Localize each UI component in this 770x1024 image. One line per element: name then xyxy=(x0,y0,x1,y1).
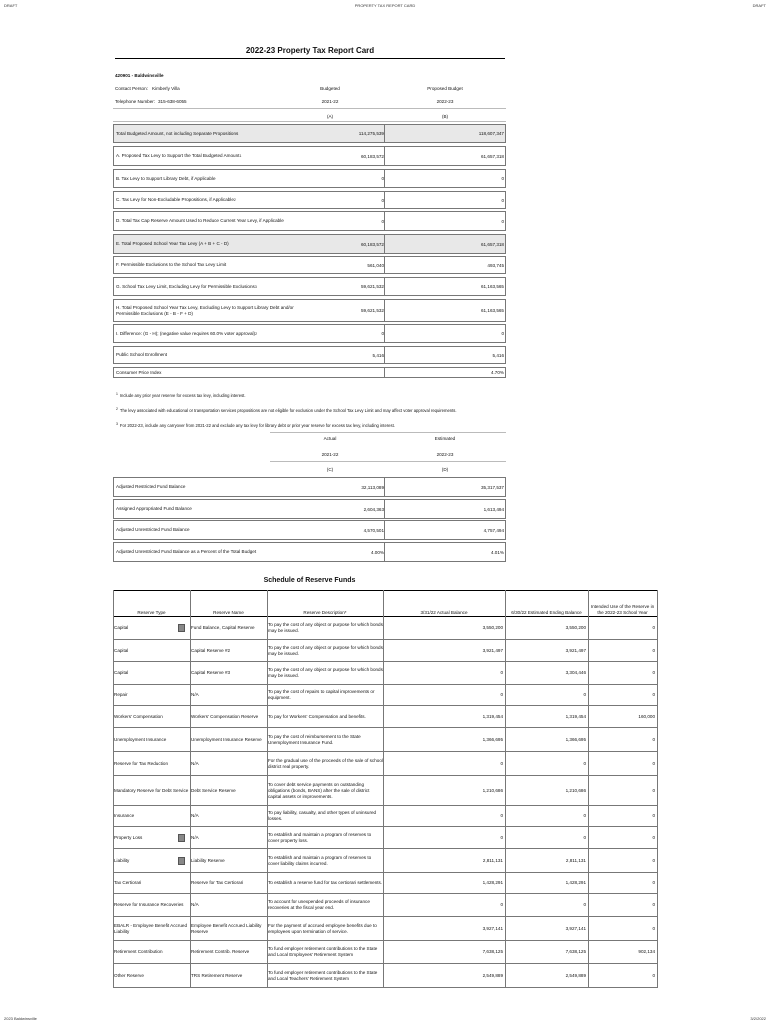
reserve-type-cell: Other Reserve xyxy=(114,972,144,978)
reserve-actual-balance: 3,927,141 xyxy=(482,925,503,931)
page-header-left: DRAFT xyxy=(4,3,18,8)
reserve-name-cell: Capital Reserve #3 xyxy=(191,670,231,675)
budget-row-label-text: B. Tax Levy to Support Library Debt, if Applicable xyxy=(116,175,216,181)
reserve-row xyxy=(113,917,657,941)
reserve-actual-balance: 3,921,497 xyxy=(482,647,503,653)
reserve-estimated-balance: 2,549,889 xyxy=(565,972,586,978)
reserve-description-cell: To fund employer retirement contributions to the State and Local Employees' Retirement System xyxy=(268,946,378,957)
reserve-row xyxy=(113,776,657,806)
reserve-description-cell: To establish and maintain a program of reserves to cover liability claims incurred. xyxy=(268,854,372,866)
budget-value-a: 59,621,532 xyxy=(361,284,384,289)
footnote-marker: 3 xyxy=(116,422,118,426)
telephone-label: Telephone Number: xyxy=(115,99,156,104)
reserve-estimated-balance: 0 xyxy=(583,813,586,818)
budget-value-b: 61,657,318 xyxy=(481,241,504,247)
reserve-type-cell: Repair xyxy=(114,692,128,697)
col-a-year: 2021-22 xyxy=(321,99,339,104)
budget-value-b: 0 xyxy=(501,197,504,203)
reserve-intended-use: 0 xyxy=(652,902,655,907)
budget-row xyxy=(113,169,506,188)
budget-row xyxy=(113,299,506,322)
reserve-intended-use: 0 xyxy=(652,670,655,675)
fund-balance-label: Adjusted Unrestricted Fund Balance xyxy=(116,527,190,532)
reserves-title: Schedule of Reserve Funds xyxy=(263,577,356,584)
column-divider xyxy=(384,521,385,539)
fund-value-c: 32,113,089 xyxy=(361,484,384,490)
column-divider xyxy=(657,590,658,988)
column-divider xyxy=(190,590,191,988)
reserve-row xyxy=(113,964,657,988)
budget-value-b: 0 xyxy=(501,176,504,181)
reserve-actual-balance: 1,319,454 xyxy=(482,713,503,719)
dropdown-handle[interactable] xyxy=(178,857,185,865)
reserve-type-cell: Mandatory Reserve for Debt Service xyxy=(114,787,189,793)
budget-row xyxy=(113,256,506,274)
reserve-actual-balance: 0 xyxy=(500,813,503,818)
budget-row-label xyxy=(116,325,306,342)
column-divider xyxy=(588,590,589,988)
budget-row xyxy=(113,277,506,296)
reserve-description-cell: To pay the cost of any object or purpose for which bonds may be issued. xyxy=(268,644,383,656)
fund-balance-row xyxy=(113,520,506,540)
column-divider xyxy=(384,278,385,295)
reserve-row xyxy=(113,849,657,873)
col-d-year: 2022-23 xyxy=(436,452,454,457)
budget-value-b: 0 xyxy=(501,218,504,224)
fund-balance-row xyxy=(113,542,506,562)
budget-row-label xyxy=(116,300,306,321)
budget-value-b: 493,745 xyxy=(487,262,504,268)
budget-value-b: 4.70% xyxy=(490,370,504,375)
fund-balance-label: Adjusted Unrestricted Fund Balance as a Percent of the Total Budget xyxy=(116,549,257,554)
reserve-estimated-balance: 0 xyxy=(583,692,586,697)
column-divider xyxy=(384,257,385,273)
column-divider xyxy=(505,590,506,988)
budget-value-b: 118,607,347 xyxy=(478,131,504,136)
reserve-estimated-balance: 0 xyxy=(583,760,586,766)
reserve-type-cell: Tax Certiorari xyxy=(114,880,142,885)
budget-row-label xyxy=(116,347,306,363)
heading-rule xyxy=(270,432,506,433)
reserve-row xyxy=(113,941,657,964)
col-c-letter: (C) xyxy=(326,467,334,472)
reserve-name-cell: Unemployment Insurance Reserve xyxy=(191,736,262,742)
reserve-intended-use: 0 xyxy=(652,624,655,630)
budget-row-label-text: Consumer Price Index xyxy=(116,369,162,375)
fund-balance-label: Assigned Appropriated Fund Balance xyxy=(116,506,192,511)
reserve-type-cell: Capital xyxy=(114,647,129,653)
column-divider xyxy=(113,590,114,988)
page-footer-right: 3/2/2022 xyxy=(750,1016,766,1021)
column-divider xyxy=(384,543,385,561)
column-divider xyxy=(384,170,385,187)
reserve-actual-balance: 3,550,200 xyxy=(482,624,503,630)
reserve-actual-balance: 1,366,695 xyxy=(482,736,503,742)
budget-row-label xyxy=(116,278,306,295)
reserve-estimated-balance: 1,319,454 xyxy=(565,713,586,719)
footnote xyxy=(116,392,246,398)
budget-row-label xyxy=(116,257,306,273)
footnote-marker: 1 xyxy=(239,154,242,158)
reserve-header-intended: Intended Use of the Reserve in the 2022-23 School Year xyxy=(590,604,655,615)
budget-value-a: 114,275,539 xyxy=(358,131,384,136)
reserve-estimated-balance: 1,210,686 xyxy=(565,787,586,793)
reserve-name-cell: Fund Balance, Capital Reserve xyxy=(191,624,255,630)
col-a-top: Budgeted xyxy=(320,86,340,91)
reserve-name-cell: Reserve for Tax Certiorari xyxy=(191,880,244,885)
column-divider xyxy=(384,212,385,230)
reserve-row xyxy=(113,873,657,894)
reserve-description-cell: To establish and maintain a program of reserves to cover property loss. xyxy=(268,831,372,843)
reserve-estimated-balance: 0 xyxy=(583,834,586,840)
reserve-header-actual: 3/31/22 Actual Balance xyxy=(420,610,468,615)
budget-value-b: 61,163,565 xyxy=(481,284,504,289)
budget-value-a: 60,183,572 xyxy=(361,153,384,159)
contact-value: Kimberly Villa xyxy=(152,86,180,91)
reserve-actual-balance: 2,549,889 xyxy=(482,972,503,978)
budget-row-label-text: F. Permissible Exclusions to the School Tax Levy Limit xyxy=(116,262,227,267)
column-divider xyxy=(384,325,385,342)
heading-rule xyxy=(113,121,506,122)
reserve-estimated-balance: 2,811,131 xyxy=(565,857,586,863)
reserve-name-cell: N/A xyxy=(191,692,199,697)
reserve-name-cell: Employee Benefit Accrued Liability Reserve xyxy=(191,922,262,934)
reserve-intended-use: 0 xyxy=(652,647,655,653)
reserve-row xyxy=(113,728,657,752)
reserve-header-name: Reserve Name xyxy=(213,610,244,615)
reserve-name-cell: Retirement Contrib. Reserve xyxy=(191,949,250,954)
reserve-actual-balance: 0 xyxy=(500,670,503,675)
reserve-intended-use: 0 xyxy=(652,925,655,931)
title-rule xyxy=(115,58,505,59)
footnote-marker: 2 xyxy=(233,198,236,202)
district-name: 420901 - Baldwinsville xyxy=(115,73,164,78)
budget-row-label-text: D. Total Tax Cap Reserve Amount Used to Reduce Current Year Levy, if Applicable xyxy=(116,218,284,223)
reserve-name-cell: Capital Reserve #2 xyxy=(191,647,231,653)
reserve-intended-use: 0 xyxy=(652,972,655,978)
budget-row xyxy=(113,211,506,231)
reserve-type-cell: Capital xyxy=(114,670,129,675)
fund-value-d: 4,757,494 xyxy=(483,527,504,533)
reserve-name-cell: N/A xyxy=(191,760,199,766)
column-divider xyxy=(267,590,268,988)
budget-row-label xyxy=(116,192,306,208)
budget-value-a: 561,040 xyxy=(367,262,384,268)
reserve-actual-balance: 2,811,131 xyxy=(482,857,503,863)
reserve-estimated-balance: 3,921,497 xyxy=(565,647,586,653)
contact-label: Contact Person: xyxy=(115,86,148,91)
fund-balance-label: Adjusted Restricted Fund Balance xyxy=(116,484,186,489)
reserve-row xyxy=(113,806,657,827)
reserve-header-desc: Reserve Description* xyxy=(303,610,347,615)
reserve-actual-balance: 1,428,291 xyxy=(482,880,503,885)
reserve-description-cell: To pay the cost of any object or purpose for which bonds may be issued. xyxy=(268,667,383,678)
fund-balance-row xyxy=(113,499,506,519)
column-divider xyxy=(384,192,385,208)
reserve-intended-use: 902,134 xyxy=(638,949,655,954)
footnote-marker: 3 xyxy=(254,284,257,289)
budget-row-label-text: C. Tax Levy for Non-Excludable Propositions, if Applicable xyxy=(116,197,234,202)
budget-row-label xyxy=(116,147,306,165)
reserve-row xyxy=(113,752,657,776)
col-b-letter: (B) xyxy=(441,114,449,119)
budget-row-label xyxy=(116,125,306,142)
footnote xyxy=(116,407,457,413)
reserve-estimated-balance: 1,366,695 xyxy=(565,736,586,742)
reserve-intended-use: 0 xyxy=(652,813,655,818)
reserve-intended-use: 0 xyxy=(652,787,655,793)
column-divider xyxy=(384,147,385,165)
col-b-year: 2022-23 xyxy=(436,99,454,104)
reserve-description-cell: To pay liability, casualty, and other types of uninsured losses. xyxy=(268,810,377,821)
footnote-text: For 2022-23, include any carryover from 2021-22 and exclude any tax levy for library debt or prior year reserve for excess tax levy, including interest. xyxy=(119,423,395,429)
reserve-actual-balance: 0 xyxy=(500,902,503,907)
reserve-description-cell: For the payment of accrued employee benefits due to employees upon termination of service. xyxy=(268,922,377,934)
budget-value-a: 0 xyxy=(381,218,384,224)
reserve-name-cell: N/A xyxy=(191,834,199,840)
reserve-header-type: Reserve Type xyxy=(137,610,166,615)
reserve-description-cell: To establish a reserve fund for tax certiorari settlements. xyxy=(268,880,383,885)
column-divider xyxy=(384,368,385,377)
col-c-top: Actual xyxy=(323,436,337,441)
budget-value-a: 60,183,572 xyxy=(361,241,384,247)
budget-value-b: 5,416 xyxy=(492,352,504,358)
budget-value-a: 0 xyxy=(381,176,384,181)
budget-row-label-text: G. School Tax Levy Limit, Excluding Levy for Permissible Exclusions xyxy=(116,283,255,289)
fund-value-c: 2,604,363 xyxy=(363,506,384,512)
reserve-actual-balance: 0 xyxy=(500,834,503,840)
budget-value-a: 0 xyxy=(381,331,384,336)
reserve-type-cell: Liability xyxy=(114,857,130,863)
reserve-type-cell: Retirement Contribution xyxy=(114,949,163,954)
reserve-description-cell: To account for unexpended proceeds of insurance recoveries at the fiscal year end. xyxy=(268,899,370,910)
page-header-right: DRAFT xyxy=(752,3,766,8)
reserve-actual-balance: 0 xyxy=(500,760,503,766)
column-divider xyxy=(384,125,385,142)
reserve-intended-use: 0 xyxy=(652,736,655,742)
reserve-row xyxy=(113,827,657,849)
reserve-type-cell: EBALR - Employee Benefit Accrued Liability xyxy=(114,922,188,934)
budget-row xyxy=(113,367,506,378)
column-divider xyxy=(384,500,385,518)
reserve-actual-balance: 1,210,686 xyxy=(482,787,503,793)
reserve-intended-use: 0 xyxy=(652,880,655,885)
reserve-name-cell: N/A xyxy=(191,813,199,818)
reserve-intended-use: 0 xyxy=(652,857,655,863)
col-d-letter: (D) xyxy=(441,467,449,472)
budget-row-label-text: E. Total Proposed School Year Tax Levy (A + B + C - D) xyxy=(116,241,229,246)
reserve-estimated-balance: 1,428,291 xyxy=(565,880,586,885)
reserve-row xyxy=(113,640,657,662)
reserve-estimated-balance: 3,927,141 xyxy=(565,925,586,931)
reserve-actual-balance: 7,638,125 xyxy=(482,949,503,954)
reserve-type-cell: Workers' Compensation xyxy=(114,713,163,719)
dropdown-handle[interactable] xyxy=(178,624,185,632)
page-footer-left: 2023 Baldwinsville xyxy=(4,1016,37,1021)
column-divider xyxy=(384,347,385,363)
col-a-letter: (A) xyxy=(326,114,334,119)
budget-row-label-text: A. Proposed Tax Levy to Support the Total Budgeted Amount xyxy=(116,153,240,158)
reserve-type-cell: Reserve for Tax Reduction xyxy=(114,760,169,766)
budget-value-a: 59,621,532 xyxy=(361,308,384,313)
telephone-value: 315-638-6055 xyxy=(158,99,187,104)
heading-rule xyxy=(113,108,506,109)
reserve-intended-use: 0 xyxy=(652,692,655,697)
footnote-marker: 2 xyxy=(116,407,118,411)
fund-value-d: 35,317,537 xyxy=(481,484,504,490)
reserve-header-estimated: 6/30/22 Estimated Ending Balance xyxy=(511,610,582,615)
budget-row xyxy=(113,124,506,143)
reserve-row xyxy=(113,662,657,685)
col-d-top: Estimated xyxy=(434,436,456,441)
reserve-estimated-balance: 0 xyxy=(583,902,586,907)
dropdown-handle[interactable] xyxy=(178,834,185,842)
reserve-description-cell: To pay for Workers' Compensation and benefits. xyxy=(268,713,366,719)
budget-row-label xyxy=(116,235,306,253)
fund-value-d: 1,613,494 xyxy=(483,506,504,512)
reserve-type-cell: Insurance xyxy=(114,813,135,818)
reserve-name-cell: Debt Service Reserve xyxy=(191,787,236,793)
budget-row-label xyxy=(116,212,306,230)
budget-row xyxy=(113,234,506,254)
budget-row-label xyxy=(116,368,306,377)
budget-row-label-text: Public School Enrollment xyxy=(116,352,168,357)
heading-rule xyxy=(270,461,506,462)
budget-row-label-text: Total Budgeted Amount, not including Separate Propositions xyxy=(116,130,239,136)
reserve-type-cell: Property Loss xyxy=(114,834,143,840)
budget-row-label xyxy=(116,170,306,187)
reserve-type-cell: Capital xyxy=(114,624,129,630)
budget-value-a: 5,416 xyxy=(372,352,384,358)
reserve-intended-use: 0 xyxy=(652,834,655,840)
budget-row xyxy=(113,324,506,343)
column-divider xyxy=(384,478,385,496)
reserve-row xyxy=(113,685,657,706)
footnote xyxy=(116,422,395,428)
column-divider xyxy=(383,590,384,988)
reserve-row xyxy=(113,706,657,728)
reserve-name-cell: Liability Reserve xyxy=(191,857,225,863)
reserve-name-cell: N/A xyxy=(191,902,199,907)
reserve-name-cell: TRS Retirement Reserve xyxy=(191,972,243,978)
page-title: 2022-23 Property Tax Report Card xyxy=(245,46,375,55)
reserve-description-cell: To pay the cost of reimbursement to the State Unemployment Insurance Fund. xyxy=(268,733,361,745)
reserve-actual-balance: 0 xyxy=(500,692,503,697)
budget-row xyxy=(113,191,506,209)
budget-value-b: 61,163,565 xyxy=(481,308,504,313)
col-b-top: Proposed Budget xyxy=(427,86,463,91)
page-header-center: PROPERTY TAX REPORT CARD xyxy=(354,3,416,8)
reserve-description-cell: To pay the cost of any object or purpose for which bonds may be issued. xyxy=(268,621,383,633)
budget-row xyxy=(113,346,506,364)
budget-value-b: 0 xyxy=(501,331,504,336)
reserve-type-cell: Reserve for Insurance Recoveries xyxy=(114,902,184,907)
reserve-intended-use: 0 xyxy=(652,760,655,766)
fund-value-c: 4.00% xyxy=(370,549,384,555)
fund-value-c: 4,570,501 xyxy=(363,527,384,533)
reserve-description-cell: For the gradual use of the proceeds of the sale of school district real property. xyxy=(268,757,383,769)
budget-value-a: 0 xyxy=(381,197,384,203)
column-divider xyxy=(384,300,385,321)
budget-value-b: 61,657,318 xyxy=(481,153,504,159)
budget-row-label-text: H. Total Proposed School Year Tax Levy, Excluding Levy to Support Library Debt and/or Permissible Exclusions (E - B - F + D) xyxy=(116,304,294,316)
reserve-row xyxy=(113,894,657,917)
reserve-row xyxy=(113,616,657,640)
budget-row xyxy=(113,146,506,166)
reserve-type-cell: Unemployment Insurance xyxy=(114,736,167,742)
footnote-marker: 2 xyxy=(255,331,257,336)
table-top-rule xyxy=(113,590,657,591)
reserve-intended-use: 160,000 xyxy=(638,713,655,719)
reserve-estimated-balance: 7,638,125 xyxy=(565,949,586,954)
reserve-name-cell: Workers' Compensation Reserve xyxy=(191,713,259,719)
fund-value-d: 4.01% xyxy=(490,549,504,555)
column-divider xyxy=(384,235,385,253)
reserve-estimated-balance: 3,550,200 xyxy=(565,624,586,630)
footnote-text: The levy associated with educational or transportation services propositions are not eligible for exclusion under the School Tax Levy Limit and may affect voter approval requirements. xyxy=(119,408,457,414)
reserve-description-cell: To pay the cost of repairs to capital improvements or equipment. xyxy=(268,689,375,700)
reserve-description-cell: To cover debt service payments on outstanding obligations (bonds, BANS) after the sale of district capital assets or improvements. xyxy=(268,781,370,799)
reserve-estimated-balance: 3,304,446 xyxy=(565,670,586,675)
col-c-year: 2021-22 xyxy=(321,452,339,457)
footnote-marker: 1 xyxy=(116,392,118,396)
fund-balance-row xyxy=(113,477,506,497)
reserve-description-cell: To fund employer retirement contributions to the State and Local Teachers' Retirement System xyxy=(268,969,378,981)
footnote-text: Include any prior year reserve for excess tax levy, including interest. xyxy=(119,393,246,399)
budget-row-label-text: I. Difference: (G - H); (negative value requires 60.0% voter approval) xyxy=(116,330,256,336)
